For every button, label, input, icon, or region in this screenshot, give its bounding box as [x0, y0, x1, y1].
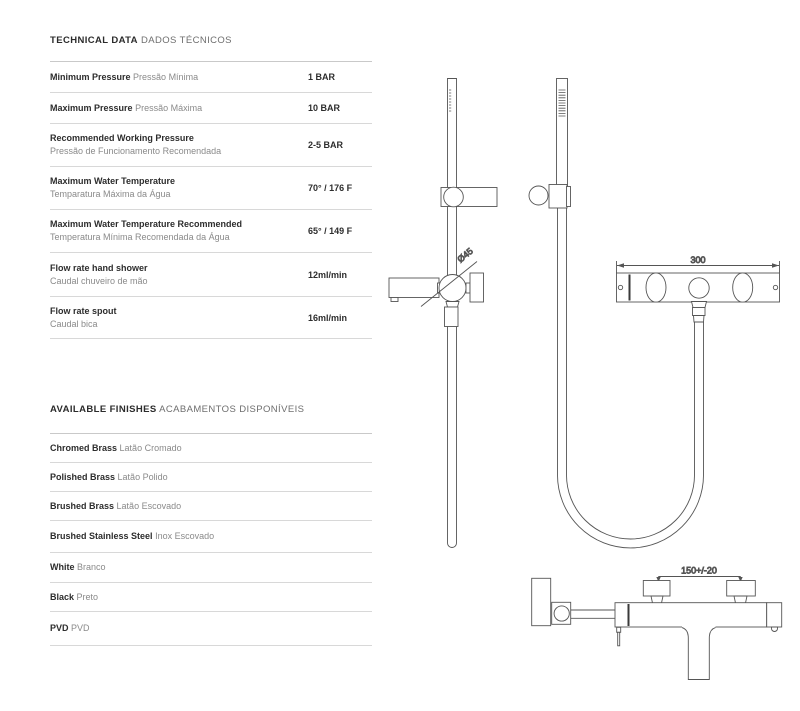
row-label-pt: Caudal bica [50, 318, 98, 329]
row-label-pt: Temparatura Máxima da Água [50, 189, 171, 199]
table-row [50, 124, 372, 167]
row-label-en: Maximum Water Temperature Recommended [50, 219, 243, 229]
mixer-front-view-drawing [532, 566, 782, 680]
finish-label-en: Black [50, 591, 75, 602]
front-view-rail-drawing [389, 79, 497, 548]
table-row [50, 553, 372, 583]
row-label-pt: Pressão Máxima [135, 102, 203, 113]
valve-diameter-label: Ø45 [455, 245, 475, 265]
table-row [50, 434, 372, 463]
technical-data-title-en: TECHNICAL DATA [50, 35, 138, 46]
available-finishes-title-pt: ACABAMENTOS DISPONÍVEIS [159, 404, 305, 415]
row-label-pt: Pressão Mínima [133, 71, 199, 82]
table-row [50, 297, 372, 339]
table-row [50, 492, 372, 521]
available-finishes-table [50, 433, 372, 646]
side-view-handshower-drawing [529, 79, 704, 548]
row-label-pt: Temperatura Mínima Recomendada da Água [50, 232, 230, 242]
row-value: 70° / 176 F [308, 183, 353, 193]
connection-distance-label: 150+/-20 [681, 565, 717, 576]
technical-data-header [50, 35, 372, 46]
technical-data-title-pt: DADOS TÉCNICOS [140, 35, 232, 46]
finish-label-en: PVD [50, 623, 69, 633]
table-row [50, 612, 372, 646]
row-label-pt: Pressão de Funcionamento Recomendada [50, 146, 222, 156]
table-row [50, 210, 372, 253]
finish-label-en: White [50, 562, 75, 572]
row-label-en: Flow rate spout [50, 305, 117, 316]
finish-label-pt: Latão Polido [117, 471, 168, 482]
finish-label-pt: Preto [76, 591, 99, 602]
technical-data-table [50, 61, 372, 339]
finish-label-pt: Latão Escovado [116, 500, 182, 511]
available-finishes-title-en: AVAILABLE FINISHES [50, 404, 157, 415]
row-label-en: Flow rate hand shower [50, 262, 148, 273]
table-row [50, 93, 372, 124]
row-label-en: Maximum Water Temperature [50, 176, 176, 186]
bar-width-label: 300 [690, 255, 706, 265]
finish-label-en: Brushed Brass [50, 500, 115, 511]
finish-label-pt: Branco [77, 562, 106, 572]
shower-system-drawing [380, 0, 800, 711]
finish-label-en: Polished Brass [50, 471, 116, 482]
row-label-pt: Caudal chuveiro de mão [50, 275, 148, 286]
row-value: 1 BAR [308, 72, 336, 82]
table-row [50, 583, 372, 612]
finish-label-en: Chromed Brass [50, 442, 118, 453]
row-value: 12ml/min [308, 269, 348, 280]
finish-label-pt: PVD [71, 623, 90, 633]
row-value: 16ml/min [308, 312, 348, 323]
table-row [50, 521, 372, 553]
row-value: 10 BAR [308, 103, 341, 113]
finish-label-pt: Latão Cromado [119, 442, 182, 453]
row-value: 2-5 BAR [308, 140, 344, 150]
finish-label-en: Brushed Stainless Steel [50, 531, 153, 541]
table-row [50, 463, 372, 492]
available-finishes-header [50, 404, 372, 415]
row-label-en: Maximum Pressure [50, 102, 133, 113]
bar-top-view-drawing [617, 255, 780, 322]
table-row [50, 167, 372, 210]
row-value: 65° / 149 F [308, 226, 353, 236]
table-row [50, 62, 372, 93]
finish-label-pt: Inox Escovado [155, 531, 215, 541]
row-label-en: Minimum Pressure [50, 71, 131, 82]
table-row [50, 253, 372, 297]
technical-drawings [380, 0, 800, 711]
row-label-en: Recommended Working Pressure [50, 133, 194, 143]
